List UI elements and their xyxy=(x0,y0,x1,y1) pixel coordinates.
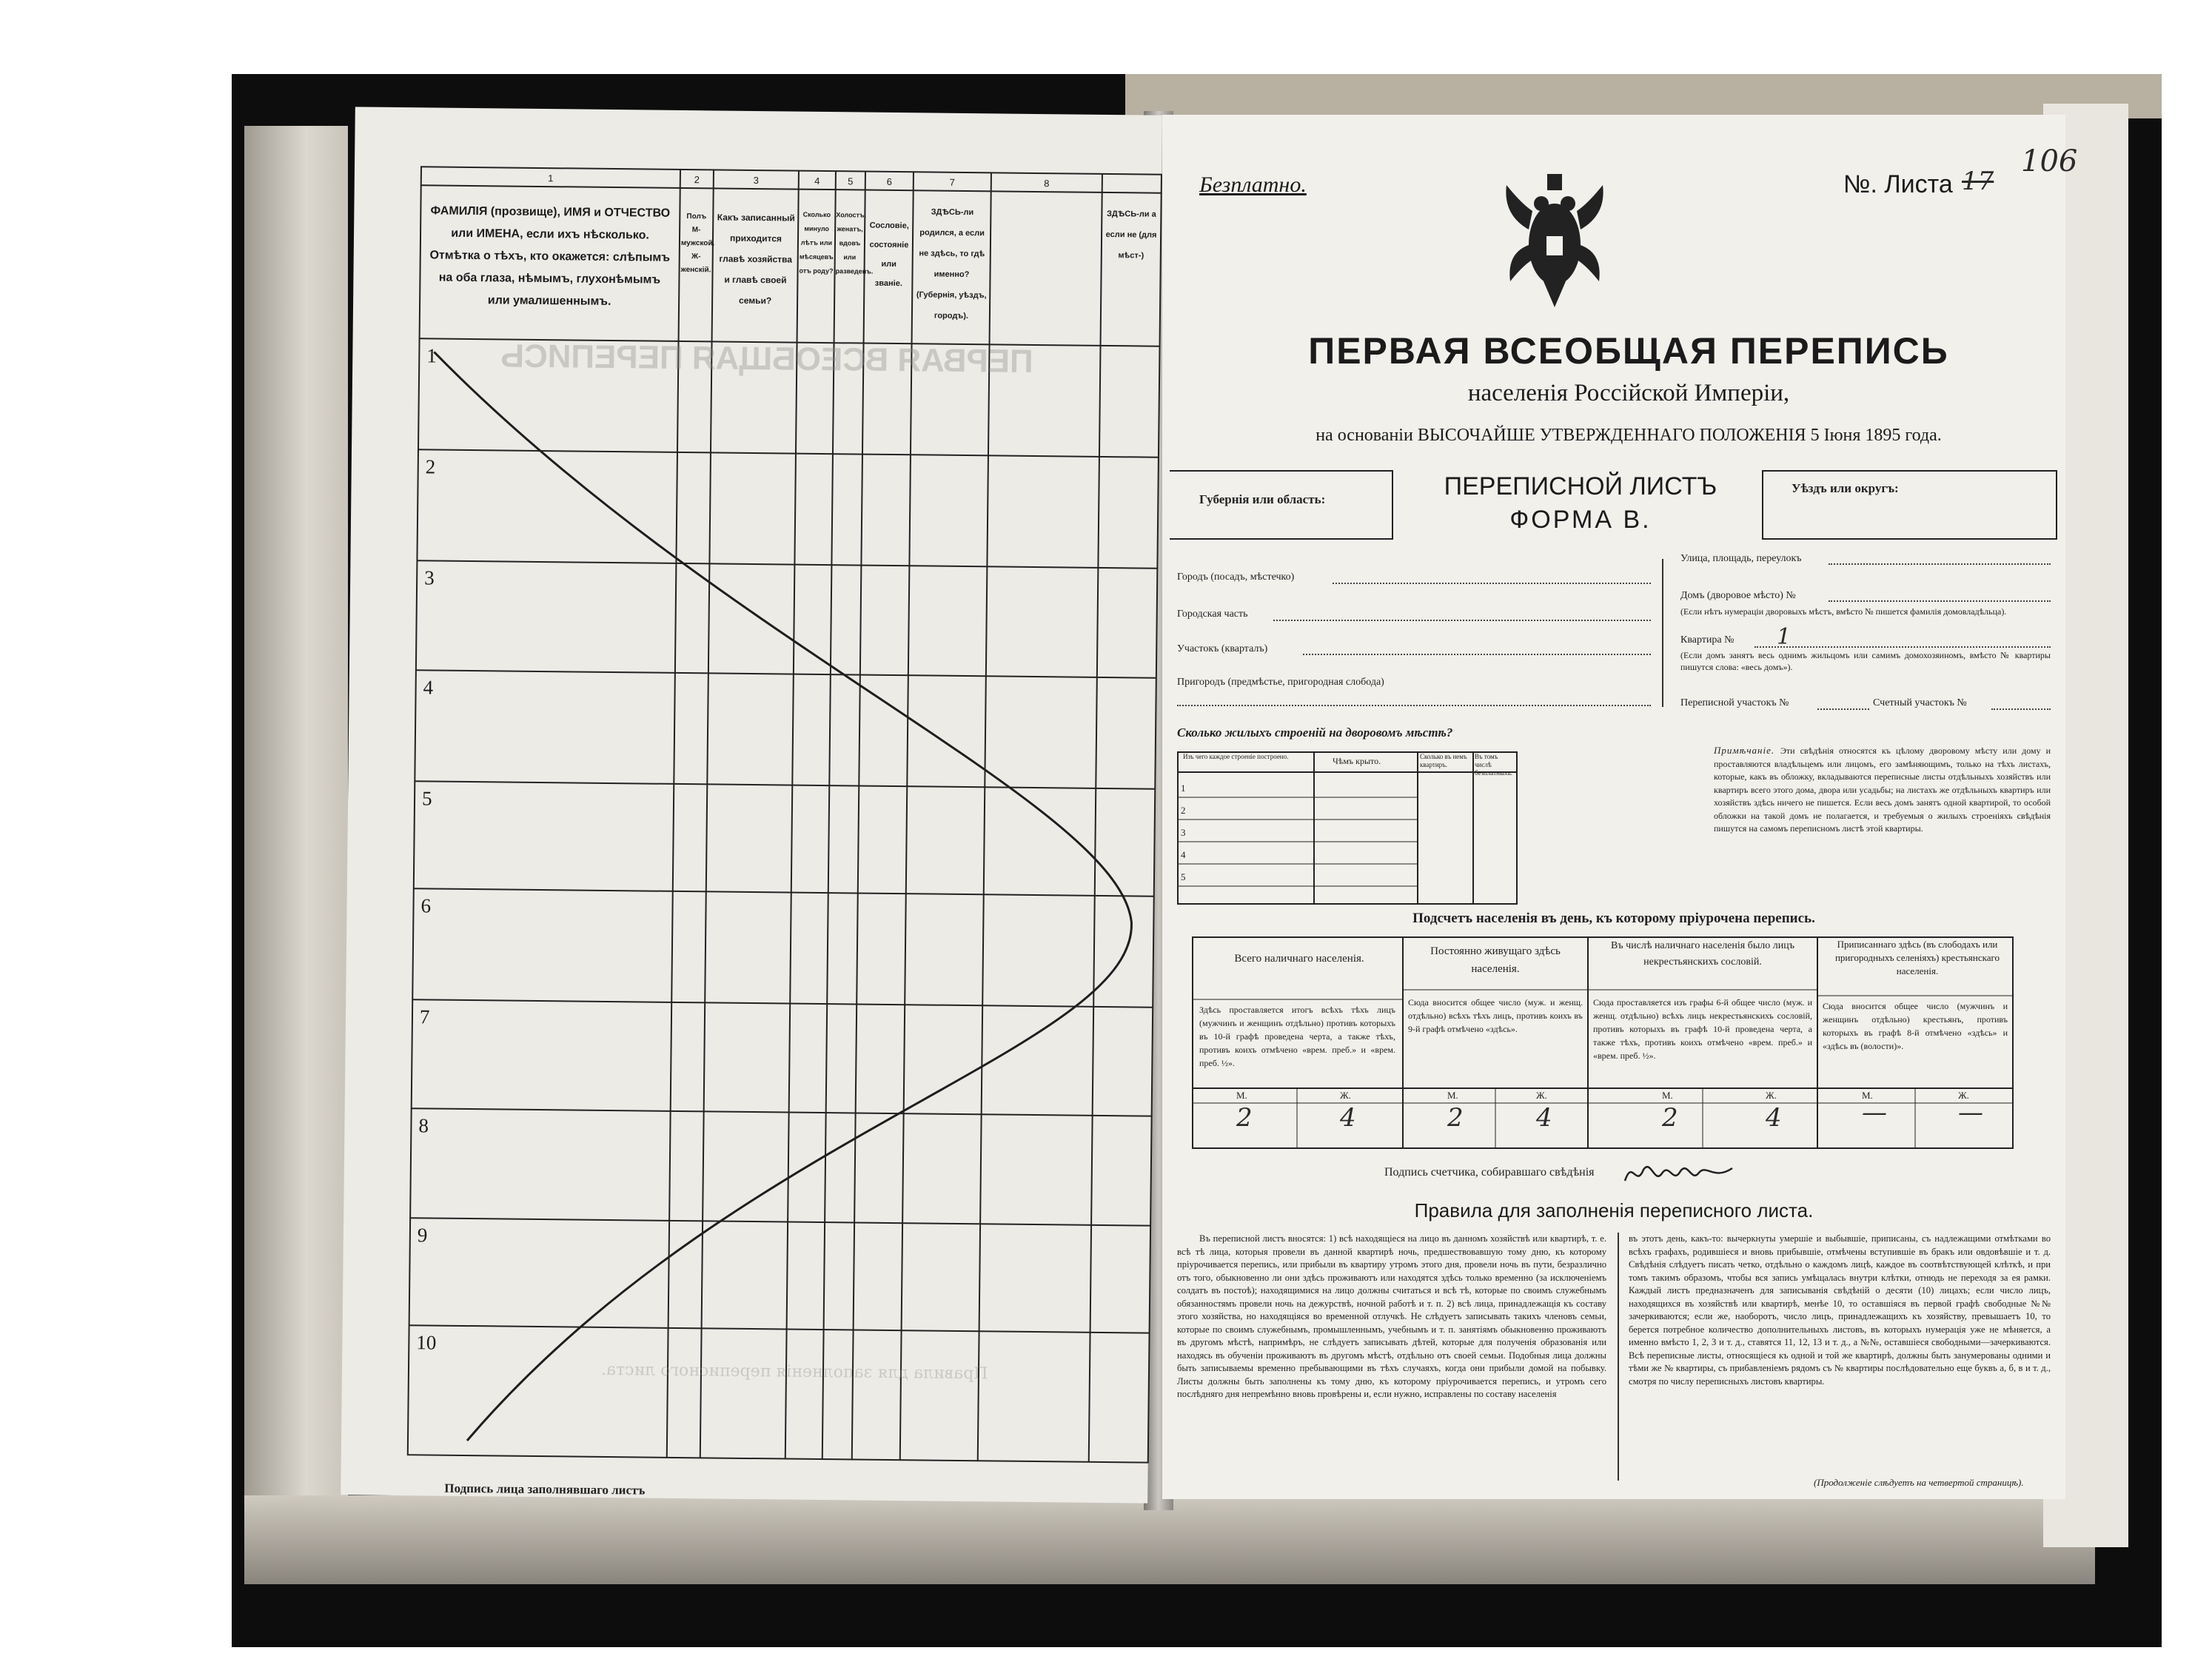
right-page xyxy=(1162,115,2078,1499)
city-district-label: Городская часть xyxy=(1177,609,1248,620)
legal-basis: на основаніи ВЫСОЧАЙШЕ УТВЕРЖДЕННАГО ПОЛОЖЕНІЯ 5 Іюня 1895 года. xyxy=(1316,426,1942,445)
bleed-through-title: ПЕРВАЯ ВСЕОБЩАЯ ПЕРЕПИСЬ xyxy=(500,338,1033,380)
row-number-9: 9 xyxy=(417,1224,428,1247)
row-number-4: 4 xyxy=(423,676,434,699)
peasant-male-count: — xyxy=(1862,1098,1887,1127)
row-number-6: 6 xyxy=(420,894,432,917)
col-number-3: 3 xyxy=(753,174,760,187)
house-label: Домъ (дворовое мѣсто) № xyxy=(1680,590,1796,601)
quarter-field[interactable] xyxy=(1303,654,1651,655)
sex-label-m-3: М. xyxy=(1662,1090,1673,1101)
city-label: Городъ (посадъ, мѣстечко) xyxy=(1177,572,1295,583)
double-headed-eagle-emblem xyxy=(1503,170,1606,311)
summary-desc-resident: Сюда вносится общее число (муж. и женщ. отдѣльно) всѣхъ тѣхъ лицъ, противъ коихъ въ 9-й графѣ отмѣчено «здѣсь». xyxy=(1408,997,1583,1034)
peasant-female-count: — xyxy=(1958,1098,1983,1127)
present-male-count: 2 xyxy=(1236,1103,1253,1133)
rules-right-column: въ этотъ день, какъ-то: вычеркнуты умершіе и выбывшіе, приписаны, съ надлежащими отмѣтками во всѣхъ графахъ, родившіеся и вновь прибывшіе, отмѣчены вступившіе въ бракъ или овдовѣвшіе и т. д. Свѣдѣнія слѣдуетъ писать четко, отдѣльно о каждомъ лицѣ, каждое въ соотвѣтствующей клѣткѣ, и при томъ такимъ образомъ, чтобы вся запись умѣщалась внутри клѣтки, отнюдь не переходя за ея рамки. Каждый листъ предназначенъ для записыванія свѣдѣній о десяти (10) лицахъ; если число лицъ, находящихся въ хозяйствѣ или квартирѣ, менѣе 10, то оставшіяся въ первой графѣ свободные №№ зачеркиваются; если же, наоборотъ, число лицъ, принадлежащихъ къ хозяйству, превышаетъ 10, то берется потребное количество дополнительныхъ листовъ, въ которыхъ нумерація уже не мѣняется, а именно вмѣсто 1, 2, 3 и т. д., ставятся 11, 12, 13 и т. д., а №№, оставшіеся свободными—зачеркиваются. Всѣ переписные листы, относящіеся къ одной и той же квартирѣ, должны быть занумерованы одними и тѣми же № квартиры, съ прибавленіемъ рядомъ съ № квартиры послѣдовательно еще буквъ а, б, в и т. д., смотря по числу переписныхъ листовъ квартиры. xyxy=(1629,1233,2051,1387)
buildings-header-free: Въ томъ числѣ безплатныхъ. xyxy=(1475,753,1513,777)
left-page xyxy=(341,107,1162,1503)
buildings-table xyxy=(1177,751,1518,907)
continued-note: (Продолженіе слѣдуетъ на четвертой страницѣ). xyxy=(1814,1477,2024,1488)
census-district-field[interactable] xyxy=(1817,708,1869,710)
rules-title: Правила для заполненія переписного листа. xyxy=(1414,1199,1814,1221)
header-estate: Сословіе, состояніе или званіе. xyxy=(869,221,909,289)
col-number-7: 7 xyxy=(949,176,956,188)
header-sex: Полъ М-мужской. Ж-женскій. xyxy=(680,212,715,275)
buildings-question: Сколько жилыхъ строеній на дворовомъ мѣстѣ? xyxy=(1177,725,1453,740)
left-table-grid xyxy=(341,107,1162,1503)
sex-label-f-2: Ж. xyxy=(1536,1090,1547,1101)
col-number-8: 8 xyxy=(1044,178,1050,190)
house-note: (Если нѣтъ нумераціи дворовыхъ мѣстъ, вмѣсто № пишется фамилія домовладѣльца). xyxy=(1680,606,2007,617)
book-edge-left xyxy=(244,126,348,1503)
flat-label: Квартира № xyxy=(1680,634,1735,646)
resident-female-count: 4 xyxy=(1536,1103,1552,1133)
summary-header-present: Всего наличнаго населенія. xyxy=(1234,953,1364,965)
address-divider xyxy=(1662,559,1663,707)
census-district-label: Переписной участокъ № xyxy=(1680,697,1789,708)
row-number-5: 5 xyxy=(421,787,432,810)
buildings-header-flats: Сколько въ немъ квартиръ. xyxy=(1420,753,1467,768)
buildings-row-3: 3 xyxy=(1181,827,1186,838)
flat-field[interactable] xyxy=(1754,646,2051,648)
count-district-label: Счетный участокъ № xyxy=(1873,697,1967,708)
row-number-1: 1 xyxy=(426,344,437,367)
buildings-header-material: Изъ чего каждое строеніе построено. xyxy=(1183,753,1289,760)
street-label: Улица, площадь, переулокъ xyxy=(1680,553,1802,564)
free-label: Безплатно. xyxy=(1199,172,1307,197)
city-district-field[interactable] xyxy=(1273,620,1651,621)
summary-title: Подсчетъ населенія въ день, къ которому пріурочена перепись. xyxy=(1412,911,1815,926)
sheet-number-label: №. Листа xyxy=(1843,170,1953,198)
sheet-title: ПЕРЕПИСНОЙ ЛИСТЪ xyxy=(1444,472,1717,500)
buildings-row-2: 2 xyxy=(1181,805,1186,816)
note-text: Эти свѣдѣнія относятся къ цѣлому дворовому мѣсту или дому и проставляются владѣльцемъ или лицомъ, его замѣняющимъ, только на тѣхъ листахъ, которые, какъ въ обложку, вкладываются переписные листы отдѣльныхъ хозяйствъ или квартиръ всего этого дома, двора или усадьбы; на листахъ же отдѣльныхъ квартиръ или хозяйствъ здѣсь ничего не пишется. Если весь домъ занятъ одной квартирой, то особой обложки на такой домъ не полагается, и требуемыя о жилыхъ строеніяхъ свѣдѣнія пишутся на самомъ переписномъ листѣ этой квартиры. xyxy=(1714,745,2051,834)
summary-header-resident: Постоянно живущаго здѣсь населенія. xyxy=(1430,945,1561,975)
header-birthplace: ЗДѢСЬ-ли родился, а если не здѣсь, то гдѣ именно? (Губернія, уѣздъ, городъ). xyxy=(916,207,987,321)
header-age: Сколько минуло лѣтъ или мѣсяцевъ отъ роду? xyxy=(799,210,834,275)
left-signature-label: Подпись лица заполнявшаго листъ xyxy=(444,1481,646,1498)
sex-label-f-1: Ж. xyxy=(1340,1090,1351,1101)
header-relation: Какъ записанный приходится главѣ хозяйства и главѣ своей семьи? xyxy=(717,212,795,306)
col-number-5: 5 xyxy=(848,175,854,187)
flat-note: (Если домъ занятъ весь однимъ жильцомъ или самимъ домохозяиномъ, вмѣсто № квартиры пишутся слова: «весь домъ»). xyxy=(1680,650,2051,672)
summary-desc-present: Здѣсь проставляется итогъ всѣхъ тѣхъ лицъ (мужчинъ и женщинъ отдѣльно) противъ которыхъ въ 10-й графѣ проведена черта, а также тѣхъ, противъ коихъ отмѣчено «врем. преб.» и «врем. преб. ½». xyxy=(1199,1005,1395,1068)
sex-label-f-3: Ж. xyxy=(1766,1090,1777,1101)
resident-male-count: 2 xyxy=(1447,1103,1464,1133)
buildings-row-4: 4 xyxy=(1181,849,1186,860)
row-number-2: 2 xyxy=(425,455,436,478)
count-district-field[interactable] xyxy=(1991,708,2051,710)
rules-left-column: Въ переписной листъ вносятся: 1) всѣ находящіеся на лицо въ данномъ хозяйствѣ или квартирѣ, т. е. всѣ тѣ лица, которыя провели въ данной квартирѣ ночь, предшествовавшую тому дню, къ которому пріурочивается перепись, или прибыли въ квартиру утромъ этого дня, провели ночь въ пути, безразлично отъ того, обыкновенно ли они здѣсь проживаютъ или находятся здѣсь только временно (за исключеніемъ солдатъ въ постоѣ); находящимися на лицо должны считаться и всѣ тѣ, которые по своимъ служебнымъ обязанностямъ провели ночь на дежурствѣ, ночной работѣ и т. п. 2) всѣ лица, принадлежащія къ составу этого хозяйства, но находящіяся во временной отлучкѣ. Не слѣдуетъ записывать такихъ членовъ семьи, которые по своимъ служебнымъ, промышленнымъ, учебнымъ и т. п. занятіямъ обыкновенно проживаютъ въ другомъ мѣстѣ, напримѣръ, не слѣдуетъ записывать дѣтей, которые для полученія образованія или находясь въ обученіи проживаютъ въ другомъ мѣстѣ, отдѣльно отъ своей семьи. Подобныя лица должны быть записываемы временно пребывающими въ тѣхъ случаяхъ, когда они прибыли домой на побывку. Листы должны быть заполнены къ тому дню, къ которому пріурочивается перепись, и утромъ сего послѣдняго дня непремѣнно вновь провѣрены и, если нужно, исправлены по составу населенія xyxy=(1177,1233,1606,1399)
city-field[interactable] xyxy=(1333,583,1651,584)
row-number-10: 10 xyxy=(416,1331,437,1354)
summary-desc-non-peasant: Сюда проставляется изъ графы 6-й общее число (муж. и женщ. отдѣльно) всѣхъ лицъ некрестьянскихъ сословій, противъ которыхъ въ графѣ 10-й проведена черта, а также тѣхъ, противъ коихъ отмѣчено «врем. преб.» и «врем. преб. ½». xyxy=(1593,997,1812,1061)
sex-label-m-1: М. xyxy=(1236,1090,1247,1101)
summary-header-non-peasant: Въ числѣ наличнаго населенія было лицъ некрестьянскихъ сословій. xyxy=(1611,940,1794,968)
gubernia-label: Губернія или область: xyxy=(1199,492,1326,506)
col-number-2: 2 xyxy=(694,174,700,186)
sex-label-m-4: М. xyxy=(1862,1090,1873,1101)
buildings-row-5: 5 xyxy=(1181,871,1186,882)
non-peasant-female-count: 4 xyxy=(1766,1103,1782,1133)
counter-signature xyxy=(1621,1155,1740,1192)
archive-number: 106 xyxy=(2021,144,2078,178)
buildings-header-roof: Чѣмъ крыто. xyxy=(1333,756,1381,766)
col-number-4: 4 xyxy=(814,175,820,187)
census-title: ПЕРВАЯ ВСЕОБЩАЯ ПЕРЕПИСЬ xyxy=(1308,330,1949,372)
header-residence: ЗДѢСЬ-ли а если не (для мѣст-) xyxy=(1105,209,1157,261)
col-number-1: 1 xyxy=(548,172,554,184)
suburb-label: Пригородъ (предмѣстье, пригородная слобода) xyxy=(1177,677,1384,688)
header-name: ФАМИЛІЯ (прозвище), ИМЯ и ОТЧЕСТВО или ИМЕНА, если ихъ нѣсколько. Отмѣтка о тѣхъ, кто окажется: слѣпымъ на оба глаза, нѣмымъ, глухонѣмымъ или умалишеннымъ. xyxy=(429,204,671,308)
row-number-7: 7 xyxy=(419,1005,430,1028)
summary-header-peasant: Приписаннаго здѣсь (въ слободахъ или пригородныхъ селеніяхъ) крестьянскаго населенія. xyxy=(1834,939,2000,976)
quarter-label: Участокъ (кварталъ) xyxy=(1177,643,1268,654)
header-marital: Холостъ, женатъ, вдовъ или разведенъ. xyxy=(835,211,874,275)
rules-divider xyxy=(1618,1233,1619,1481)
note-title: Примѣчаніе. xyxy=(1714,745,1775,756)
counter-signature-label: Подпись счетчика, собиравшаго свѣдѣнія xyxy=(1384,1166,1595,1179)
house-field[interactable] xyxy=(1829,600,2051,602)
census-subtitle: населенія Россійской Имперіи, xyxy=(1467,380,1790,406)
street-field[interactable] xyxy=(1829,563,2051,565)
buildings-row-1: 1 xyxy=(1181,782,1186,794)
uezd-label: Уѣздъ или округъ: xyxy=(1792,481,1899,495)
col-number-6: 6 xyxy=(886,175,893,187)
flat-value: 1 xyxy=(1777,624,1792,650)
row-number-3: 3 xyxy=(424,566,435,589)
non-peasant-male-count: 2 xyxy=(1662,1103,1678,1133)
sex-label-f-4: Ж. xyxy=(1958,1090,1969,1101)
form-label: ФОРМА В. xyxy=(1509,506,1652,534)
bleed-through-rules: Правила для заполненія переписного листа. xyxy=(600,1360,988,1384)
present-female-count: 4 xyxy=(1340,1103,1356,1133)
summary-desc-peasant: Сюда вносится общее число (мужчинъ и женщинъ отдѣльно) крестьянъ, противъ которыхъ въ графѣ 8-й отмѣчено «здѣсь» и «здѣсь въ (волости)». xyxy=(1823,1001,2008,1051)
suburb-field[interactable] xyxy=(1177,705,1651,706)
sheet-number-value: 17 xyxy=(1962,167,1994,196)
book-edge-top xyxy=(1125,74,2162,118)
sex-label-m-2: М. xyxy=(1447,1090,1458,1101)
row-number-8: 8 xyxy=(418,1114,429,1137)
